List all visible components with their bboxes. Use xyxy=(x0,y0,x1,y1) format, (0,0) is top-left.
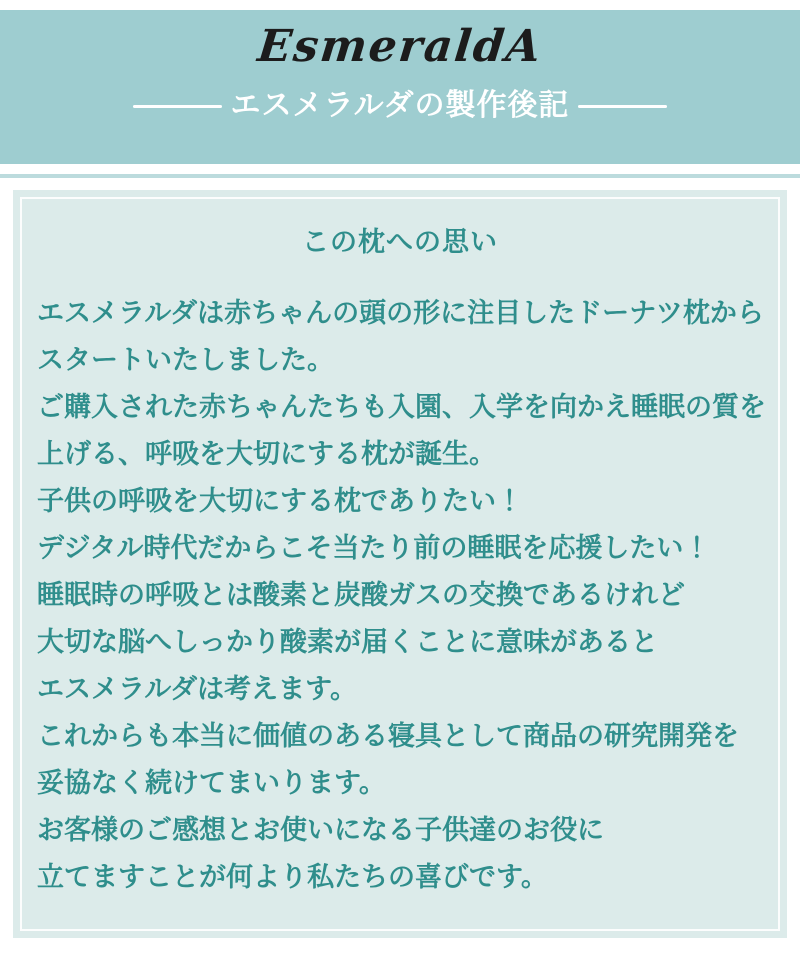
text-line: 上げる、呼吸を大切にする枕が誕生。 xyxy=(37,439,496,469)
left-rule-line xyxy=(133,105,222,108)
text-line: スタートいたしました。 xyxy=(37,345,334,375)
header-title-row xyxy=(133,86,668,126)
text-line: これからも本当に価値のある寝具として商品の研究開発を xyxy=(37,721,739,751)
text-line: エスメラルダは考えます。 xyxy=(37,674,357,704)
text-line: お客様のご感想とお使いになる子供達のお役に xyxy=(37,815,604,845)
text-line: デジタル時代だからこそ当たり前の睡眠を応援したい！ xyxy=(37,533,711,563)
body-text xyxy=(37,290,766,901)
text-line: ご購入された赤ちゃんたちも入園、入学を向かえ睡眠の質を xyxy=(37,392,766,422)
text-line: 大切な脳へしっかり酸素が届くことに意味があると xyxy=(37,627,658,657)
text-line: 立てますことが何より私たちの喜びです。 xyxy=(37,862,548,892)
brand-logo: EsmeraldA xyxy=(255,21,545,72)
divider-line xyxy=(0,174,800,178)
page-title: エスメラルダの製作後記 xyxy=(230,89,570,122)
text-line: 妥協なく続けてまいります。 xyxy=(37,768,386,798)
header-band xyxy=(0,10,800,164)
text-line: エスメラルダは赤ちゃんの頭の形に注目したドーナツ枕から xyxy=(37,298,764,328)
right-rule-line xyxy=(578,105,667,108)
text-line: 子供の呼吸を大切にする枕でありたい！ xyxy=(37,486,523,516)
section-heading: この枕への思い xyxy=(302,227,498,257)
content-box xyxy=(13,190,787,938)
text-line: 睡眠時の呼吸とは酸素と炭酸ガスの交換であるけれど xyxy=(37,580,685,610)
